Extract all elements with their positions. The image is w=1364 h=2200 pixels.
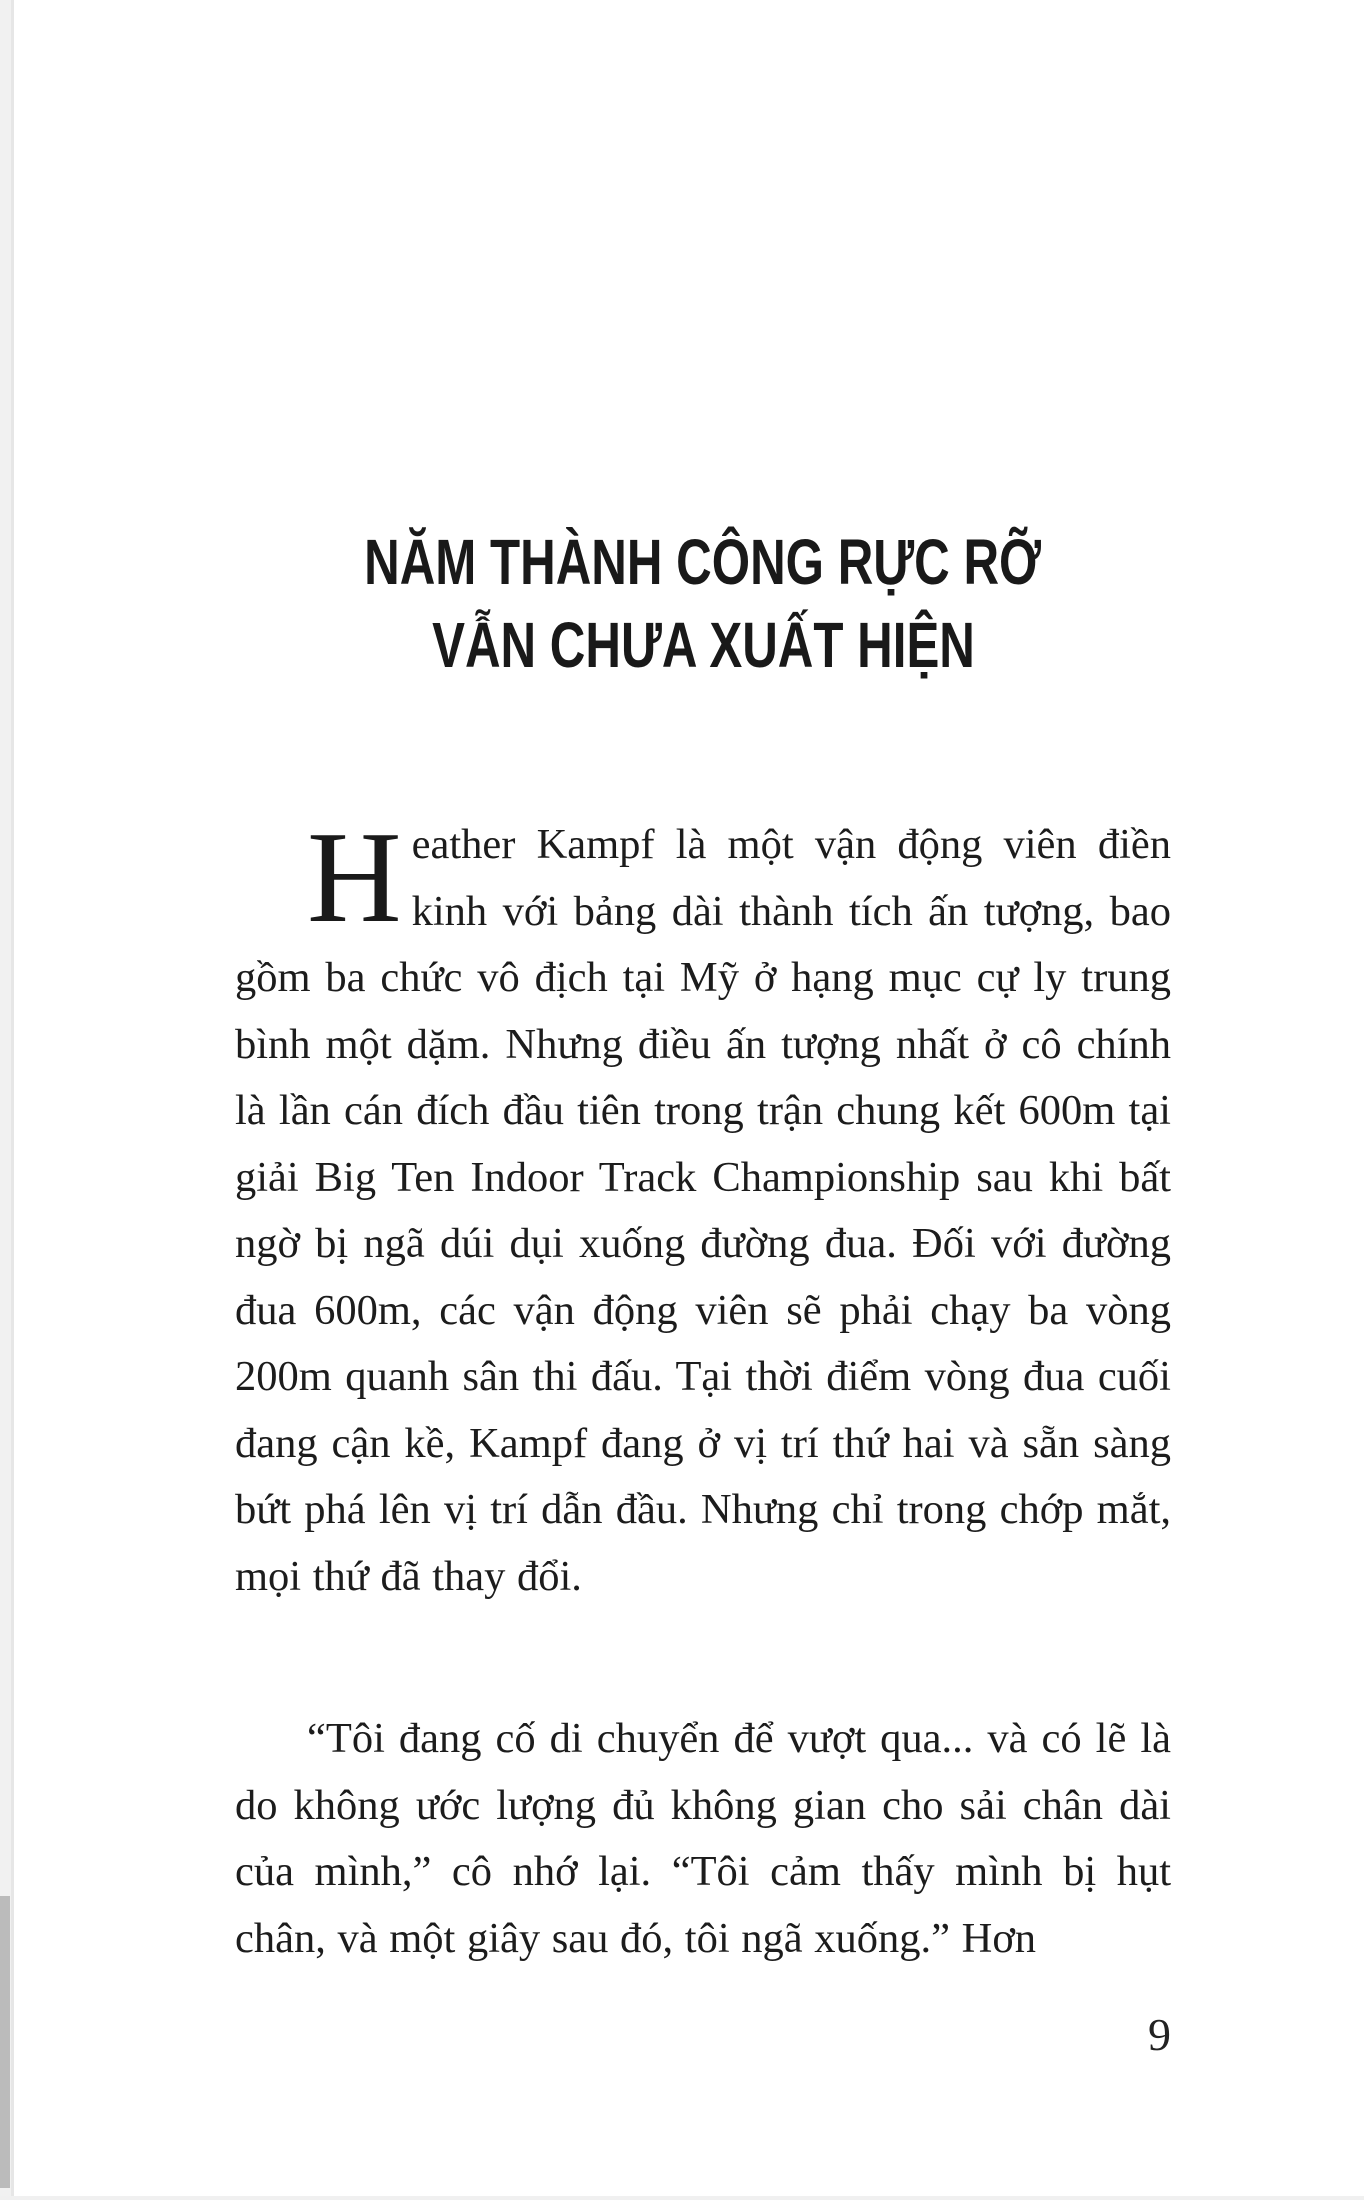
page-bottom-left-shadow [0, 1896, 10, 2188]
page-bottom-edge [0, 2196, 1364, 2200]
chapter-title-line1: NĂM THÀNH CÔNG RỰC RỠ [364, 526, 1042, 598]
body-paragraph-2 [235, 1706, 1171, 1972]
chapter-title-line2: VẪN CHƯA XUẤT HIỆN [431, 609, 975, 681]
paragraph-2-text: “Tôi đang cố di chuyển để vượt qua... và có lẽ là do không ước lượng đủ không gian cho sải chân dài của mình,” cô nhớ lại. “Tôi cảm thấy mình bị hụt chân, và một giây sau đó, tôi ngã xuống.” Hơn [235, 1715, 1171, 1962]
drop-cap: H [307, 805, 402, 950]
page-number: 9 [1148, 2009, 1171, 2060]
page-left-edge-light [0, 0, 11, 2200]
chapter-title [235, 521, 1171, 687]
page-left-edge-line [11, 0, 14, 2200]
body-paragraph-1 [235, 805, 1171, 1610]
paragraph-1-text: eather Kampf là một vận động viên điền kinh với bảng dài thành tích ấn tượng, bao gồm ba chức vô địch tại Mỹ ở hạng mục cự ly trung bình một dặm. Nhưng điều ấn tượng nhất ở cô chính là lần cán đích đầu tiên trong trận chung kết 600m tại giải Big Ten Indoor Track Championship sau khi bất ngờ bị ngã dúi dụi xuống đường đua. Đối với đường đua 600m, các vận động viên sẽ phải chạy ba vòng 200m quanh sân thi đấu. Tại thời điểm vòng đua cuối đang cận kề, Kampf đang ở vị trí thứ hai và sẵn sàng bứt phá lên vị trí dẫn đầu. Nhưng chỉ trong chớp mắt, mọi thứ đã thay đổi. [235, 821, 1171, 1600]
